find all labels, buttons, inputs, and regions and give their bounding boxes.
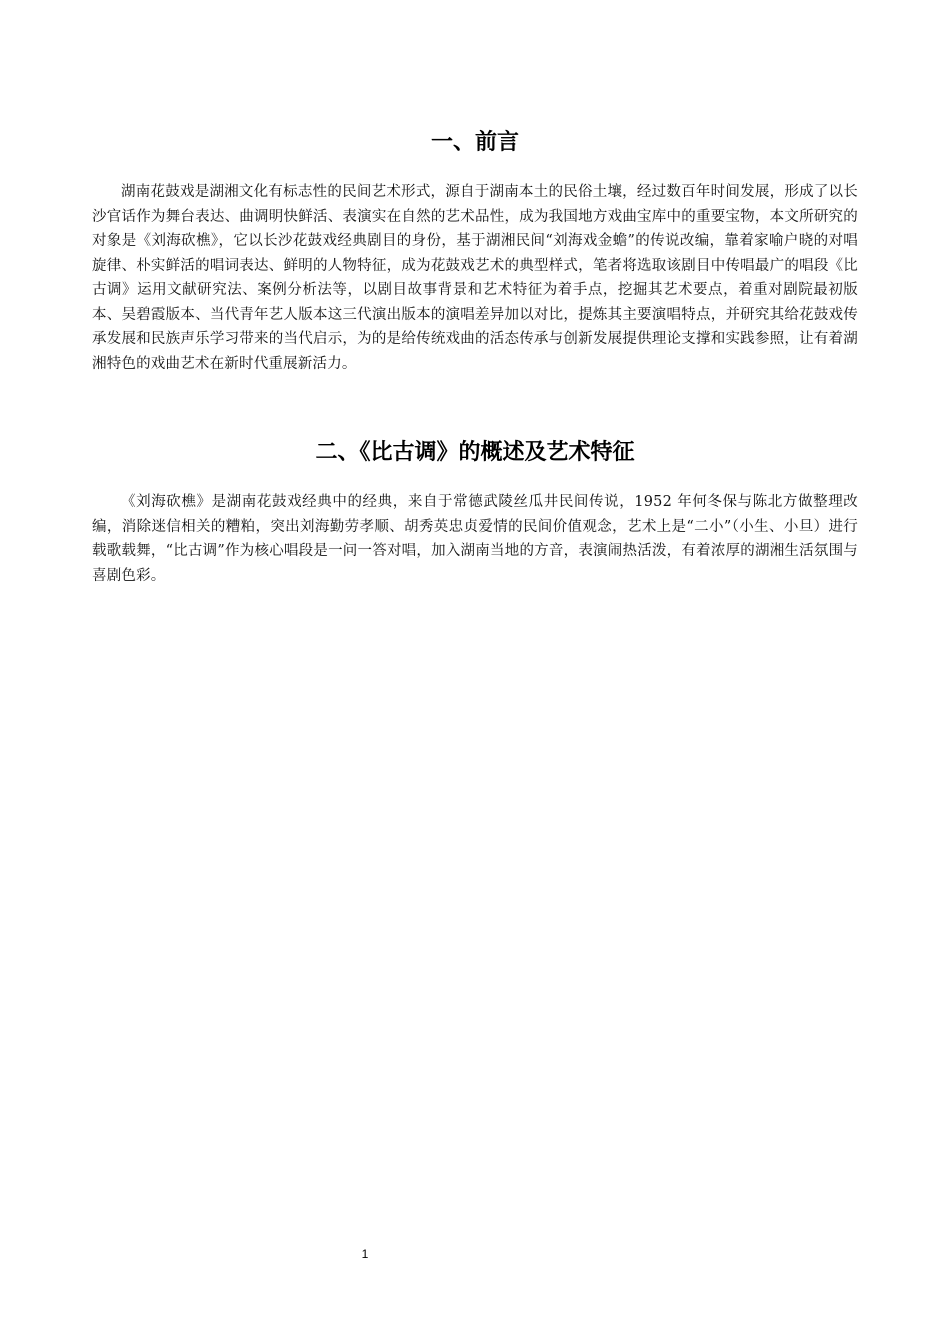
overview-paragraph: 《刘海砍樵》是湖南花鼓戏经典中的经典，来自于常德武陵丝瓜井民间传说，1952 年何冬保与陈北方做整理改编，消除迷信相关的糟粕，突出刘海勤劳孝顺、胡秀英忠贞爱情的民间价值观念，艺术上是“二小”（小生、小旦）进行载歌载舞，“比古调”作为核心唱段是一问一答对唱，加入湖南当地的方音，表演闹热活泼，有着浓厚的湖湘生活氛围与喜剧色彩。 [92, 494, 858, 584]
section-heading-bigudiao-overview: 二、《比古调》的概述及艺术特征 [315, 440, 635, 465]
page-number: 1 [361, 1247, 369, 1261]
preface-paragraph: 湖南花鼓戏是湖湘文化有标志性的民间艺术形式，源自于湖南本土的民俗土壤，经过数百年时间发展，形成了以长沙官话作为舞台表达、曲调明快鲜活、表演实在自然的艺术品性，成为我国地方戏曲宝库中的重要宝物，本文所研究的对象是《刘海砍樵》，它以长沙花鼓戏经典剧目的身份，基于湖湘民间“刘海戏金蟾”的传说改编，靠着家喻户晓的对唱旋律、朴实鲜活的唱词表达、鲜明的人物特征，成为花鼓戏艺术的典型样式，笔者将选取该剧目中传唱最广的唱段《比古调》运用文献研究法、案例分析法等，以剧目故事背景和艺术特征为着手点，挖掘其艺术要点，着重对剧院最初版本、吴碧霞版本、当代青年艺人版本这三代演出版本的演唱差异加以对比，提炼其主要演唱特点，并研究其给花鼓戏传承发展和民族声乐学习带来的当代启示，为的是给传统戏曲的活态传承与创新发展提供理论支撑和实践参照，让有着湖湘特色的戏曲艺术在新时代重展新活力。 [92, 184, 858, 372]
section-heading-preface: 一、前言 [430, 130, 519, 155]
